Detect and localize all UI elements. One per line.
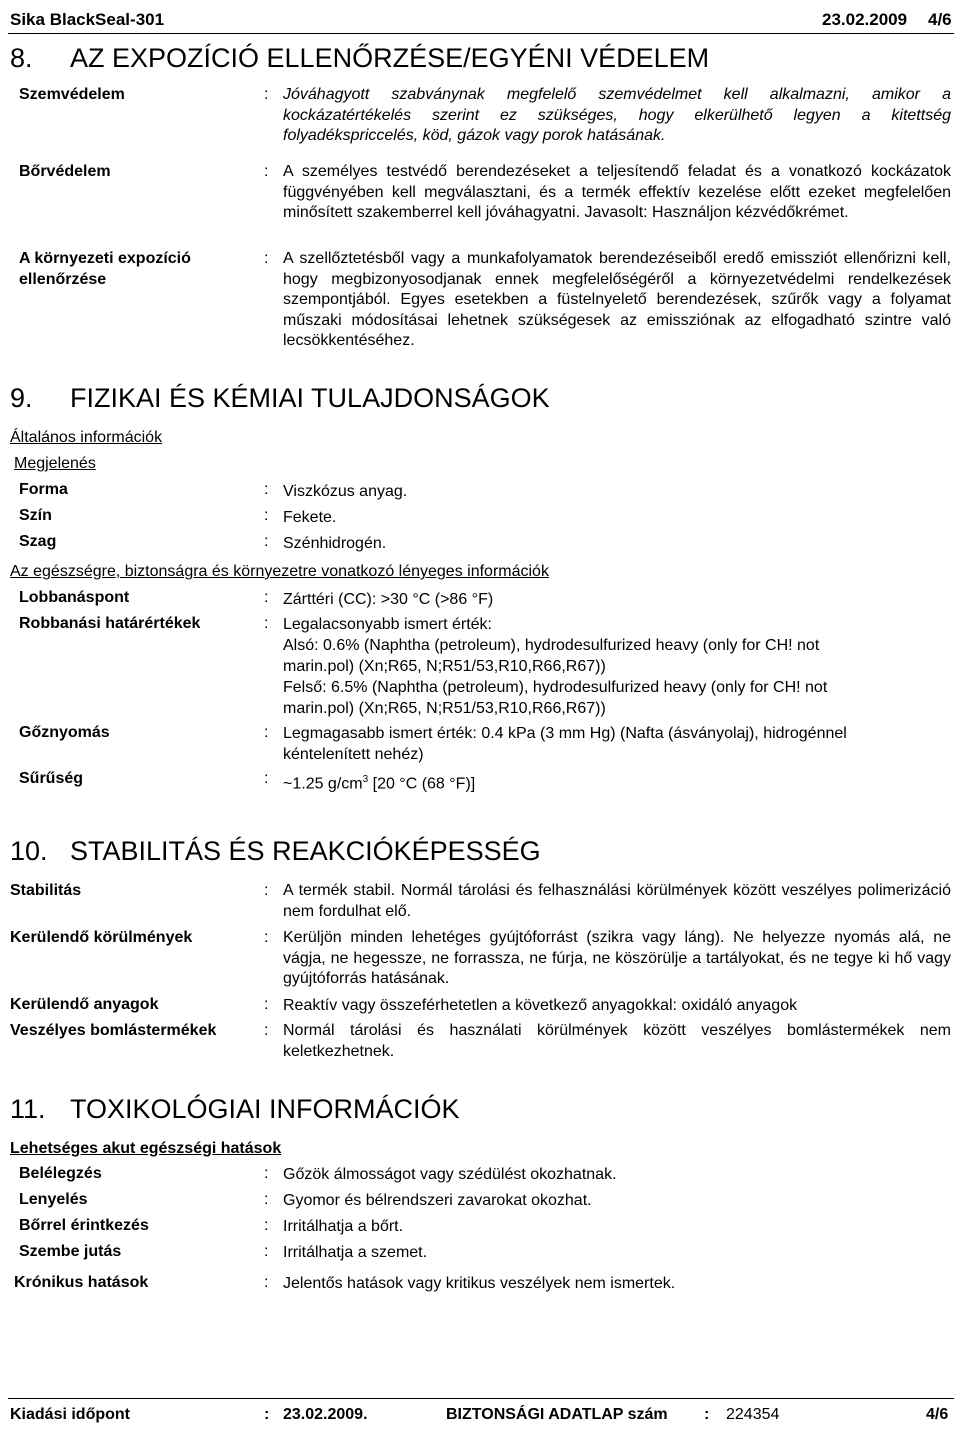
explosion-limits-line-1: Legalacsonyabb ismert érték: — [283, 616, 492, 633]
footer-colon: : — [704, 1406, 710, 1423]
colon: : — [264, 770, 269, 787]
section-8-number: 8. — [10, 43, 33, 73]
colon: : — [264, 589, 269, 606]
colon: : — [264, 882, 269, 899]
flash-point-value: Zárttéri (CC): >30 °C (>86 °F) — [283, 591, 494, 608]
eye-protection-value: Jóváhagyott szabványnak megfelelő szemvédelmet kell alkalmazni, amikor a kockázatértékelés szerint ez szükséges, hogy elkerülhető legyen a kitettség folyadékspriccelés, köd, gázok vagy porok hatásának. — [283, 86, 951, 144]
env-exposure-label-1: A környezeti expozíció — [19, 250, 191, 267]
eye-contact-label: Szembe jutás — [19, 1243, 122, 1260]
explosion-limits-line-5: marin.pol) (Xn;R65, N;R51/53,R10,R66,R67)) — [283, 700, 606, 717]
skin-contact-value: Irritálhatja a bőrt. — [283, 1218, 404, 1235]
chronic-effects-label: Krónikus hatások — [14, 1274, 149, 1291]
section-10-title: STABILITÁS ÉS REAKCIÓKÉPESSÉG — [70, 836, 541, 866]
colon: : — [264, 1274, 269, 1291]
colon: : — [264, 615, 269, 632]
materials-to-avoid-value: Reaktív vagy összeférhetetlen a következő anyagokkal: oxidáló anyagok — [283, 997, 798, 1014]
skin-protection-value: A személyes testvédő berendezéseket a teljesítendő feladat és a vonatkozó kockázatok függvényében kell megválasztani, és a termék effektív kezelése előtt ezeket megfelelően minősített szakemberrel kell jóváhagyatni. Javasolt: Használjon kézvédőkrémet. — [283, 163, 951, 221]
colon: : — [264, 507, 269, 524]
env-exposure-label-2: ellenőrzése — [19, 271, 107, 288]
materials-to-avoid-label: Kerülendő anyagok — [10, 996, 159, 1013]
vapour-pressure-label: Gőznyomás — [19, 724, 110, 741]
form-label: Forma — [19, 481, 68, 498]
section-9-number: 9. — [10, 383, 33, 413]
health-safety-heading: Az egészségre, biztonságra és környezetre vonatkozó lényeges információk — [10, 563, 549, 580]
colon: : — [264, 163, 269, 180]
conditions-to-avoid-value: Kerüljön minden lehetéges gyújtóforrást (szikra vagy láng). Ne helyezze nyomás alá, ne vágja, ne hegessze, ne forrassza, ne fúrja, ne köszörülje a tartályokat, és ne tegye ki hő vagy gyújtóforrás hatásának. — [283, 929, 951, 987]
general-info-heading: Általános információk — [10, 429, 163, 446]
ingestion-label: Lenyelés — [19, 1191, 88, 1208]
header-page: 4/6 — [928, 10, 952, 29]
conditions-to-avoid-label: Kerülendő körülmények — [10, 929, 193, 946]
issue-date-label: Kiadási időpont — [10, 1406, 130, 1423]
inhalation-label: Belélegzés — [19, 1165, 102, 1182]
form-value: Viszkózus anyag. — [283, 483, 408, 500]
density-value: ~1.25 $g/cm^3$ [20 °C (68 °F)] — [283, 774, 476, 793]
colon: : — [264, 929, 269, 946]
stability-label: Stabilitás — [10, 882, 82, 899]
section-10-number: 10. — [10, 836, 48, 866]
vapour-pressure-line-1: Legmagasabb ismert érték: 0.4 kPa (3 mm Hg) (Nafta (ásványolaj), hidrogénnel — [283, 725, 847, 742]
section-11-number: 11. — [10, 1094, 46, 1124]
section-8-title: AZ EXPOZÍCIÓ ELLENŐRZÉSE/EGYÉNI VÉDELEM — [70, 43, 710, 73]
explosion-limits-line-3: marin.pol) (Xn;R65, N;R51/53,R10,R66,R67)) — [283, 658, 606, 675]
ingestion-value: Gyomor és bélrendszeri zavarokat okozhat. — [283, 1192, 592, 1209]
appearance-heading: Megjelenés — [14, 455, 96, 472]
stability-value: A termék stabil. Normál tárolási és felhasználási körülmények között veszélyes polimerizáció nem fordulhat elő. — [283, 882, 951, 920]
colon: : — [264, 1243, 269, 1260]
flash-point-label: Lobbanáspont — [19, 589, 130, 606]
explosion-limits-line-4: Felső: 6.5% (Naphtha (petroleum), hydrodesulfurized heavy (only for CH! not — [283, 679, 828, 696]
sheet-number-value: 224354 — [726, 1406, 780, 1423]
colon: : — [264, 533, 269, 550]
colon: : — [264, 86, 269, 103]
decomposition-products-value: Normál tárolási és használati körülmények között veszélyes bomlástermékek nem keletkezhetnek. — [283, 1022, 951, 1060]
header-date: 23.02.2009 — [822, 10, 908, 29]
skin-contact-label: Bőrrel érintkezés — [19, 1217, 149, 1234]
colon: : — [264, 1191, 269, 1208]
footer-rule — [8, 1398, 954, 1399]
skin-protection-label: Bőrvédelem — [19, 163, 111, 180]
colon: : — [264, 1022, 269, 1039]
colon: : — [264, 481, 269, 498]
eye-protection-label: Szemvédelem — [19, 86, 125, 103]
sheet-number-label: BIZTONSÁGI ADATLAP szám — [446, 1406, 668, 1423]
header-rule — [8, 33, 954, 34]
odor-label: Szag — [19, 533, 57, 550]
odor-value: Szénhidrogén. — [283, 535, 387, 552]
explosion-limits-line-2: Alsó: 0.6% (Naphtha (petroleum), hydrodesulfurized heavy (only for CH! not — [283, 637, 820, 654]
colon: : — [264, 724, 269, 741]
env-exposure-value: A szellőztetésből vagy a munkafolyamatok berendezéseiből eredő emissziót ellenőrizni kell, hogy megbizonyosodjanak ennek megfelelőségéről a környezetvédelmi rendelkezések szempontjából. Egyes esetekben a füstelnyelető berendezések, szűrők vagy a folyamat műszaki módosításai lehetnek szükségesek az emissziónak az elfogadható szintre való lecsökkentéséhez. — [283, 250, 951, 349]
issue-date-value: 23.02.2009. — [283, 1406, 368, 1423]
eye-contact-value: Irritálhatja a szemet. — [283, 1244, 428, 1261]
colon: : — [264, 250, 269, 267]
color-label: Szín — [19, 507, 52, 524]
footer-page: 4/6 — [926, 1406, 949, 1423]
colon: : — [264, 996, 269, 1013]
density-label: Sűrűség — [19, 770, 84, 787]
inhalation-value: Gőzök álmosságot vagy szédülést okozhatnak. — [283, 1166, 617, 1183]
colon: : — [264, 1217, 269, 1234]
explosion-limits-label: Robbanási határértékek — [19, 615, 201, 632]
colon: : — [264, 1165, 269, 1182]
decomposition-products-label: Veszélyes bomlástermékek — [10, 1022, 217, 1039]
vapour-pressure-line-2: kéntelenített nehéz) — [283, 746, 424, 763]
footer-colon: : — [264, 1406, 270, 1423]
document-title: Sika BlackSeal-301 — [10, 10, 165, 29]
chronic-effects-value: Jelentős hatások vagy kritikus veszélyek nem ismertek. — [283, 1275, 676, 1292]
section-11-title: TOXIKOLÓGIAI INFORMÁCIÓK — [70, 1094, 460, 1124]
acute-effects-heading: Lehetséges akut egészségi hatások — [10, 1140, 282, 1157]
color-value: Fekete. — [283, 509, 337, 526]
section-9-title: FIZIKAI ÉS KÉMIAI TULAJDONSÁGOK — [70, 383, 550, 413]
